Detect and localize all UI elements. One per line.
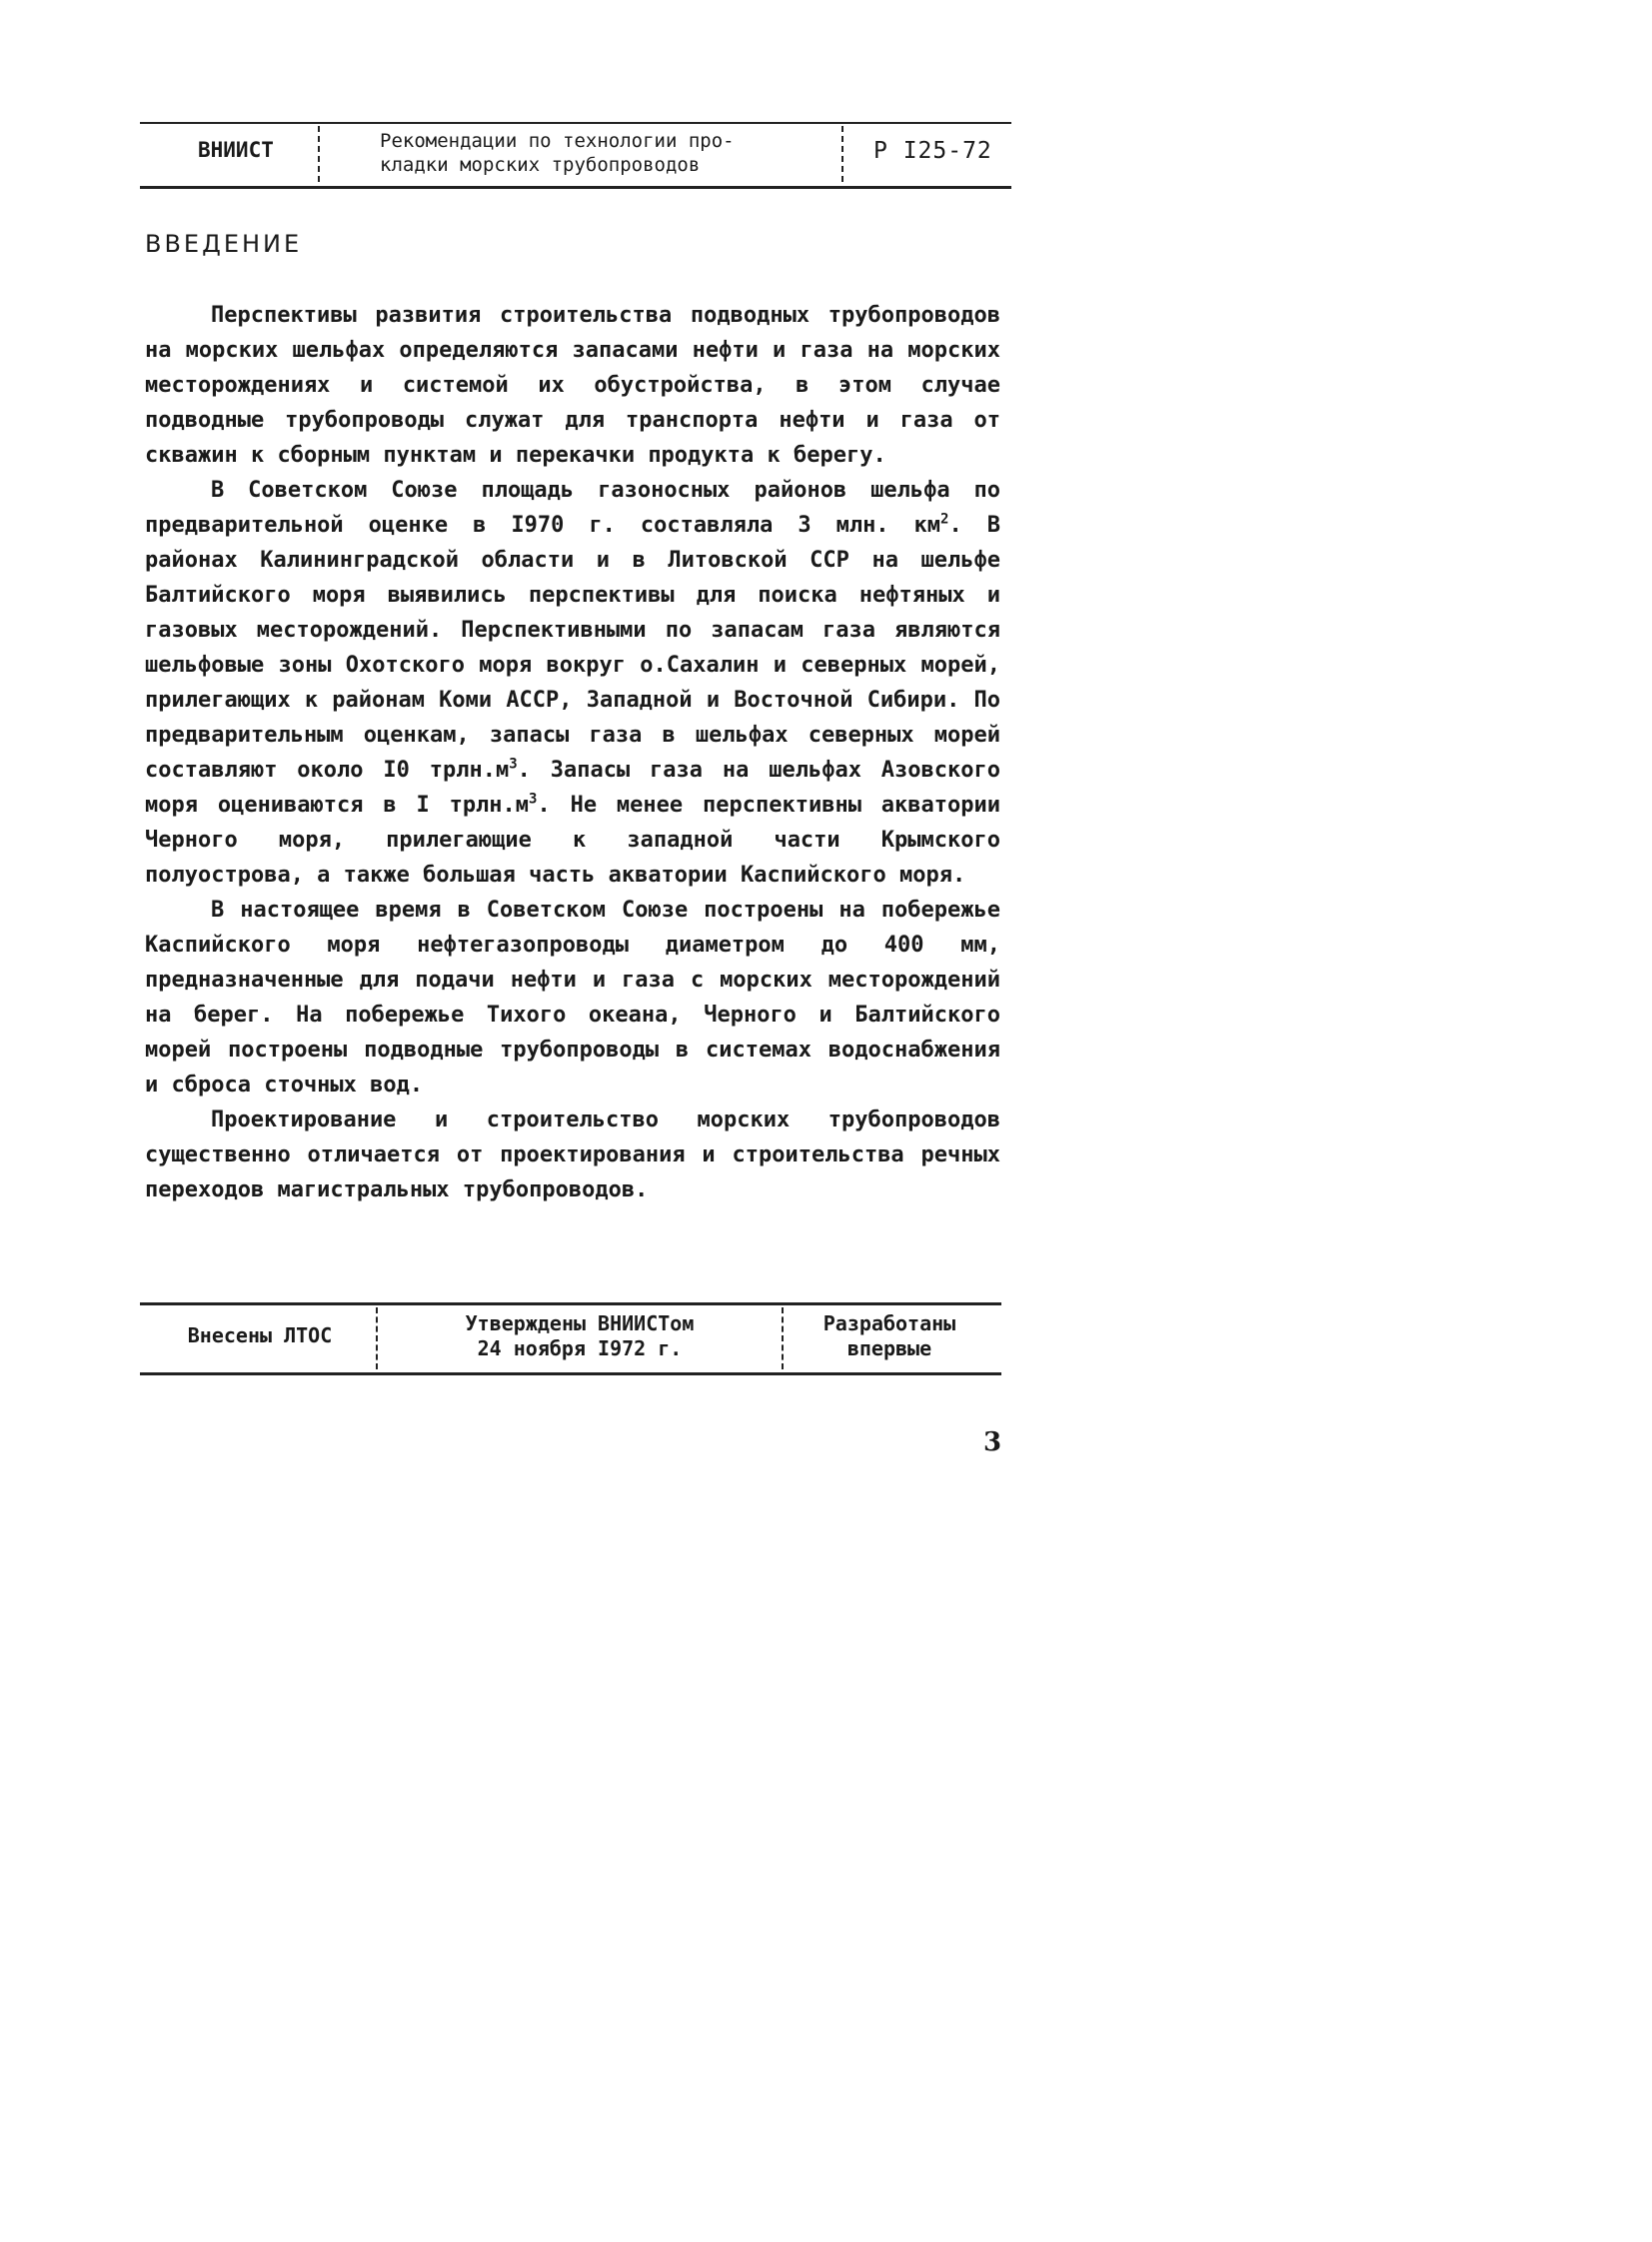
header-divider — [318, 126, 320, 182]
development-status — [790, 1311, 989, 1361]
paragraph-3: В настоящее время в Советском Союзе построены на побережье Каспийского моря нефтегазопроводы диаметром до 400 мм, предназначенные для подачи нефти и газа с морских месторождений на берег. На побережье Тихого океана, Черного и Балтийского морей построены подводные трубопроводы в системах водоснабжения и сброса сточных вод. — [145, 898, 1000, 1098]
approval-info — [385, 1311, 775, 1361]
header-top-rule — [140, 122, 1011, 124]
paragraph-2-text-b: . В районах Калининградской области и в Литовской ССР на шельфе Балтийского моря выявились перспективы для поиска нефтяных и газовых месторождений. Перспективными по запасам газа являются шельфовые зоны Охотского моря вокруг о.Сахалин и северных морей, прилегающих к районам Коми АССР, Западной и Восточной Сибири. По предварительным оценкам, запасы газа в шельфах северных морей составляют около I0 трлн.м — [145, 513, 1000, 783]
section-title: ВВЕДЕНИЕ — [145, 230, 303, 258]
paragraph-2-text-c: . Запасы газа на шельфах Азовского моря оцениваются в I трлн.м — [145, 758, 1001, 818]
document-title — [380, 129, 829, 177]
submitted-by: Внесены ЛТОС — [187, 1323, 333, 1347]
paragraph-4: Проектирование и строительство морских трубопроводов существенно отличается от проектирования и строительства речных переходов магистральных трубопроводов. — [145, 1108, 1000, 1202]
developed-label: Разработаны — [823, 1311, 956, 1335]
developed-note: впервые — [846, 1336, 932, 1360]
header-bottom-rule — [140, 186, 1011, 189]
paragraph-2-text-d: . Не менее перспективны акватории Черного моря, прилегающие к западной части Крымского полуострова, а также большая часть акватории Каспийского моря. — [145, 793, 1000, 888]
organization-name: ВНИИСТ — [198, 138, 274, 162]
document-footer — [140, 1299, 1001, 1379]
document-code: Р I25-72 — [873, 138, 992, 164]
footer-divider — [376, 1307, 378, 1369]
body-text — [145, 298, 1000, 1207]
footer-top-rule — [140, 1302, 1001, 1305]
footer-divider — [782, 1307, 784, 1369]
approved-by: Утверждены ВНИИСТом — [465, 1311, 695, 1335]
approval-date: 24 ноября I972 г. — [477, 1336, 683, 1360]
superscript: 3 — [509, 756, 518, 773]
title-line-2: кладки морских трубопроводов — [380, 154, 701, 176]
footer-bottom-rule — [140, 1372, 1001, 1375]
superscript: 3 — [529, 791, 538, 808]
page-number: 3 — [983, 1427, 1002, 1457]
paragraph-2-text-a: В Советском Союзе площадь газоносных районов шельфа по предварительной оценке в I970 г. составляла 3 млн. км — [145, 478, 1000, 538]
header-divider — [841, 126, 843, 182]
paragraph-2 — [145, 473, 1000, 893]
document-header — [140, 118, 1011, 192]
title-line-1: Рекомендации по технологии про- — [380, 130, 735, 152]
superscript: 2 — [940, 511, 949, 528]
paragraph-1: Перспективы развития строительства подводных трубопроводов на морских шельфах определяются запасами нефти и газа на морских месторождениях и системой их обустройства, в этом случае подводные трубопроводы служат для транспорта нефти и газа от скважин к сборным пунктам и перекачки продукта к берегу. — [145, 303, 1000, 468]
